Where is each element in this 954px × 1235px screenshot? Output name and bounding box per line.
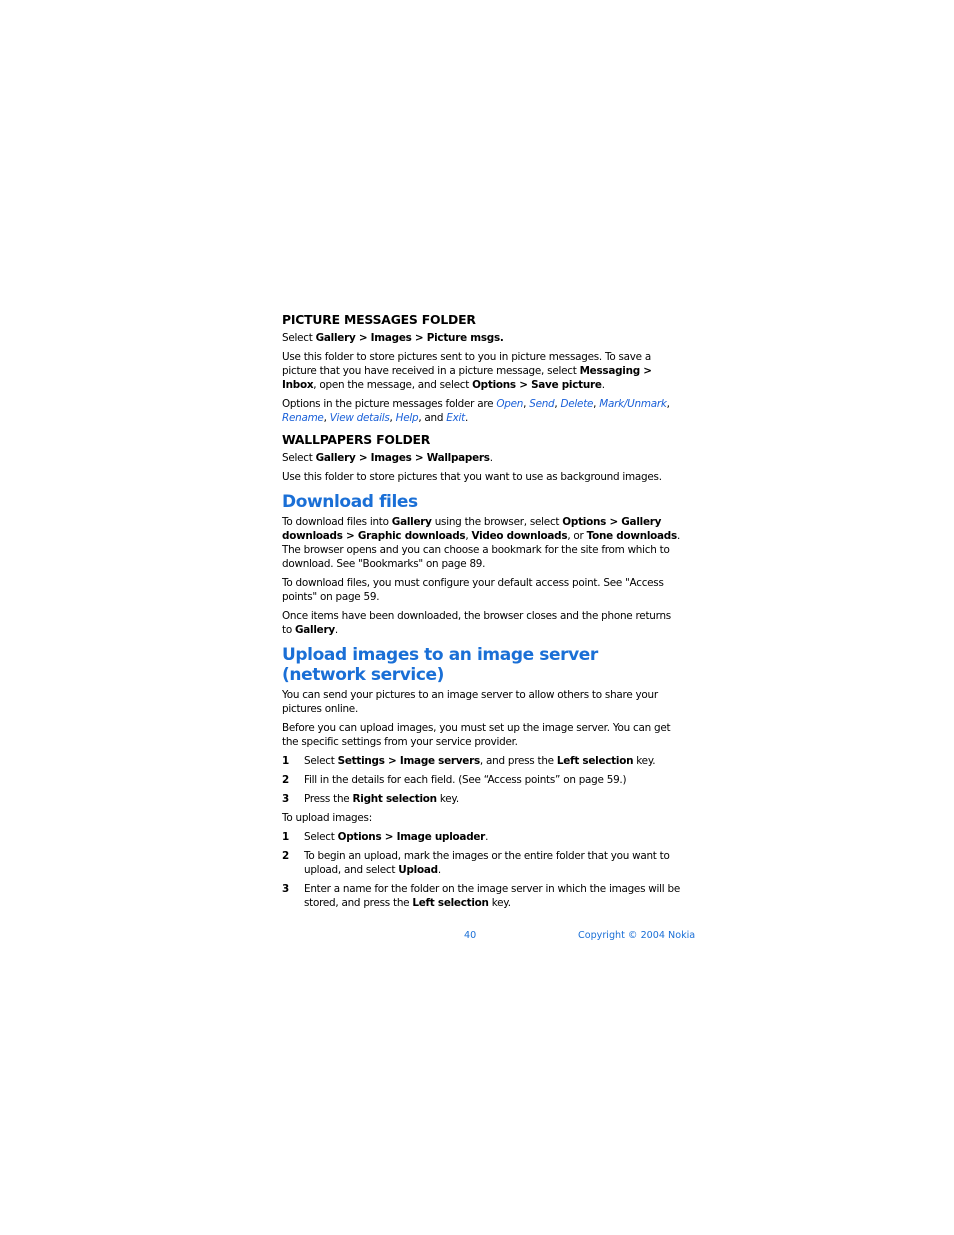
option-delete: Delete — [560, 398, 594, 410]
sep: > — [342, 530, 358, 542]
text: , and — [418, 412, 447, 424]
upload-step-2 — [282, 849, 682, 877]
sep: , — [323, 412, 330, 424]
page-content — [282, 312, 682, 915]
upload-step-1 — [282, 830, 682, 844]
sep: , — [554, 398, 561, 410]
text: Select — [282, 452, 316, 464]
sep: , — [389, 412, 396, 424]
text: Fill in the details for each field. (See “Access points” on page 59.) — [304, 774, 627, 786]
setup-step-1 — [282, 754, 682, 768]
sep: > — [381, 831, 397, 843]
menu-image-uploader: Image uploader — [396, 831, 486, 843]
text: To download files into — [282, 516, 392, 528]
menu-options: Options — [337, 831, 382, 843]
wallpapers-select-path — [282, 451, 682, 465]
text: , open the message, and select — [313, 379, 473, 391]
picture-messages-select-path — [282, 331, 682, 345]
text: Use this folder to store pictures sent to you in picture messages. To save a picture that you have received in a picture message, select — [282, 351, 651, 377]
upload-images-heading: Upload images to an image server (network service) — [282, 645, 598, 685]
text: Select — [282, 332, 316, 344]
page-number: 40 — [464, 930, 477, 941]
option-mark-unmark: Mark/Unmark — [599, 398, 667, 410]
text: Once items have been downloaded, the browser closes and the phone returns to — [282, 610, 671, 636]
picture-messages-heading: PICTURE MESSAGES FOLDER — [282, 312, 476, 327]
menu-messaging: Messaging — [579, 365, 640, 377]
step-number: 1 — [282, 755, 289, 767]
menu-gallery: Gallery — [294, 624, 335, 636]
sep: > — [411, 332, 427, 344]
sep: , — [523, 398, 530, 410]
text: . The browser opens and you can choose a bookmark for the site from which to download. See "Bookmarks" on page 89. — [282, 530, 680, 570]
option-help: Help — [395, 412, 419, 424]
text: Select — [304, 831, 338, 843]
text: , and press the — [479, 755, 557, 767]
step-number: 3 — [282, 793, 289, 805]
text: using the browser, select — [431, 516, 563, 528]
menu-gallery: Gallery — [391, 516, 432, 528]
setup-step-3 — [282, 792, 682, 806]
option-view-details: View details — [329, 412, 390, 424]
download-paragraph-1 — [282, 515, 682, 571]
option-send: Send — [529, 398, 555, 410]
sep: , — [666, 398, 670, 410]
menu-picture-msgs: Picture msgs. — [426, 332, 504, 344]
picture-messages-options — [282, 397, 682, 425]
text: . — [464, 412, 469, 424]
copyright-notice: Copyright © 2004 Nokia — [578, 930, 696, 941]
upload-paragraph-2: Before you can upload images, you must set up the image server. You can get the specific settings from your service provider. — [282, 722, 671, 748]
text: . — [601, 379, 605, 391]
text: key. — [488, 897, 511, 909]
step-number: 3 — [282, 883, 289, 895]
menu-settings: Settings — [337, 755, 385, 767]
text: . — [437, 864, 441, 876]
text: Press the — [304, 793, 353, 805]
setup-step-2 — [282, 773, 682, 787]
menu-video-downloads: Video downloads — [471, 530, 568, 542]
menu-options: Options — [562, 516, 607, 528]
text: Enter a name for the folder on the image server in which the images will be stored, and press the — [304, 883, 680, 909]
menu-wallpapers: Wallpapers — [426, 452, 490, 464]
upload-paragraph-1: You can send your pictures to an image server to allow others to share your pictures online. — [282, 689, 658, 715]
menu-images: Images — [370, 332, 412, 344]
wallpapers-paragraph: Use this folder to store pictures that you want to use as background images. — [282, 471, 662, 483]
picture-messages-paragraph — [282, 350, 682, 392]
text: . — [489, 452, 493, 464]
key-left-selection: Left selection — [556, 755, 634, 767]
menu-options: Options — [472, 379, 516, 391]
sep: > — [411, 452, 427, 464]
sep: , — [465, 530, 472, 542]
download-paragraph-3 — [282, 609, 682, 637]
text: , or — [567, 530, 587, 542]
text: Options in the picture messages folder are — [282, 398, 497, 410]
sep: > — [515, 379, 532, 391]
step-number: 2 — [282, 774, 289, 786]
menu-save-picture: Save picture — [531, 379, 602, 391]
menu-tone-downloads: Tone downloads — [586, 530, 677, 542]
text: To begin an upload, mark the images or the entire folder that you want to upload, and select — [304, 850, 670, 876]
sep: , — [593, 398, 600, 410]
text: key. — [633, 755, 656, 767]
option-rename: Rename — [282, 412, 324, 424]
sep: > — [606, 516, 622, 528]
step-number: 1 — [282, 831, 289, 843]
step-number: 2 — [282, 850, 289, 862]
menu-inbox: Inbox — [282, 379, 314, 391]
menu-graphic-downloads: Graphic downloads — [357, 530, 466, 542]
text: Select — [304, 755, 338, 767]
text: . — [334, 624, 338, 636]
wallpapers-heading: WALLPAPERS FOLDER — [282, 432, 431, 447]
download-paragraph-2: To download files, you must configure your default access point. See "Access points" on page 59. — [282, 577, 664, 603]
menu-images: Images — [370, 452, 412, 464]
sep: > — [355, 332, 371, 344]
menu-gallery-downloads: Gallery downloads — [282, 516, 662, 542]
option-open: Open — [496, 398, 524, 410]
upload-step-3 — [282, 882, 682, 910]
menu-gallery: Gallery — [315, 332, 356, 344]
sep: > — [639, 365, 652, 377]
menu-gallery: Gallery — [315, 452, 356, 464]
menu-image-servers: Image servers — [399, 755, 480, 767]
download-files-heading: Download files — [282, 492, 418, 512]
sep: > — [384, 755, 400, 767]
sep: > — [355, 452, 371, 464]
text: key. — [436, 793, 459, 805]
option-exit: Exit — [446, 412, 465, 424]
key-left-selection: Left selection — [412, 897, 489, 909]
to-upload-label: To upload images: — [282, 812, 372, 824]
menu-upload: Upload — [398, 864, 438, 876]
key-right-selection: Right selection — [352, 793, 437, 805]
text: . — [485, 831, 489, 843]
